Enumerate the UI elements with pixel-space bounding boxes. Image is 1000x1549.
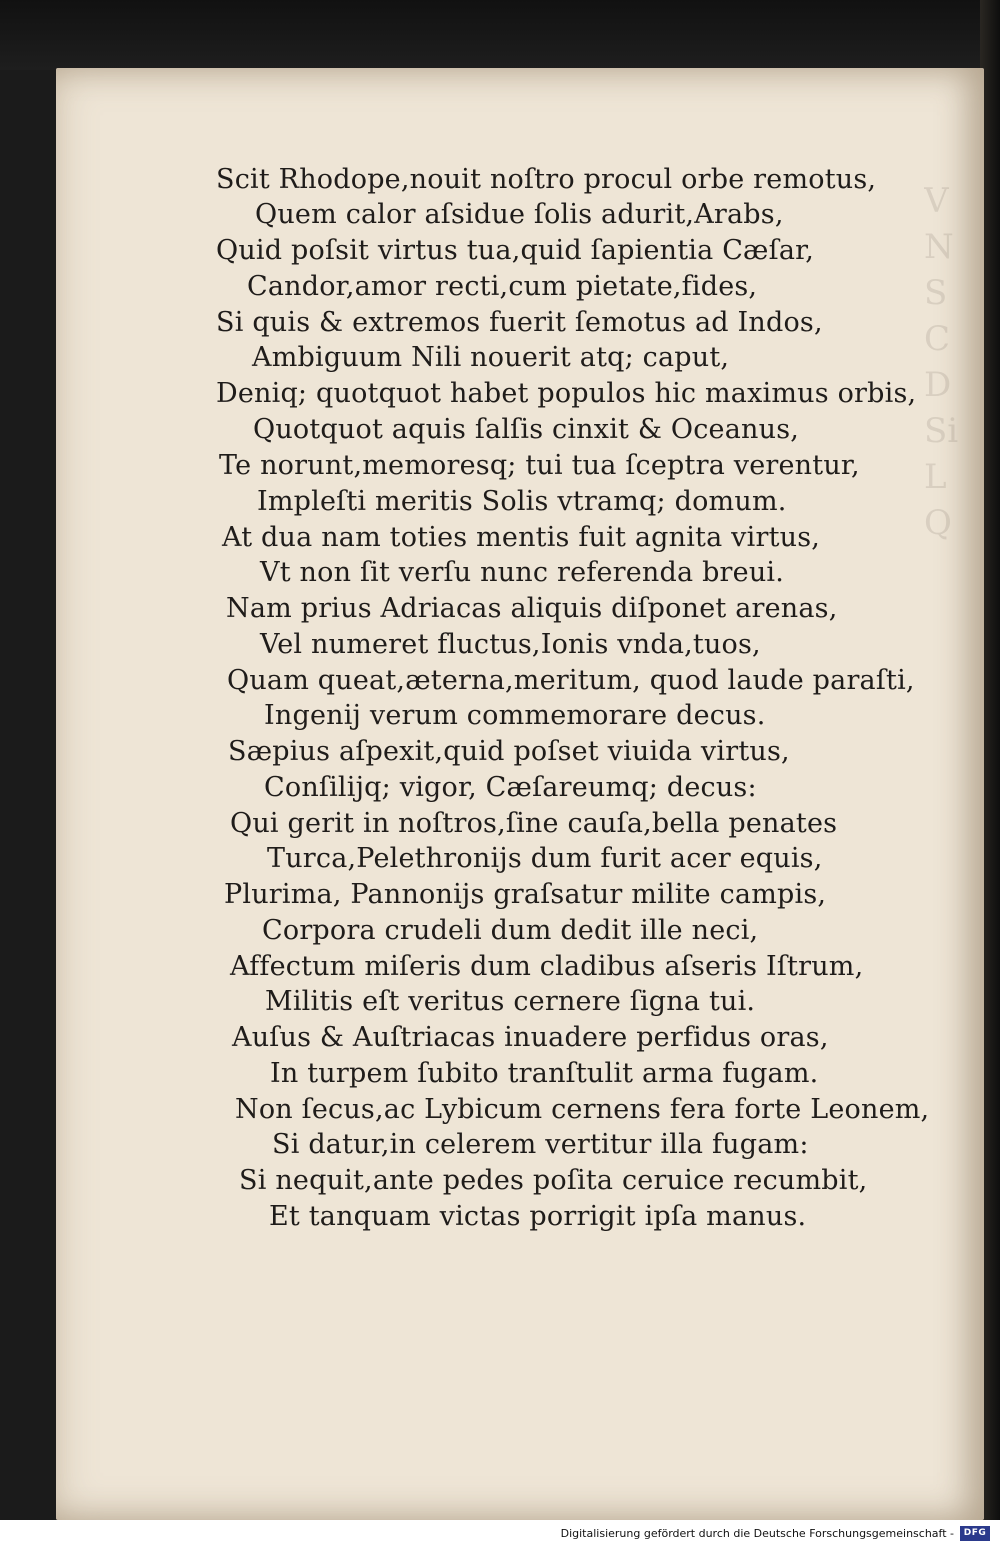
dfg-logo: DFG — [960, 1526, 990, 1541]
poem-line: Auſus & Auſtriacas inuadere perfidus oras, — [232, 1022, 829, 1053]
poem-line: Quem calor aſsidue ſolis adurit,Arabs, — [255, 199, 784, 230]
scan-background-top — [0, 0, 1000, 70]
poem-line: At dua nam toties mentis fuit agnita virtus, — [222, 522, 821, 553]
poem-line: Si quis & extremos fuerit ſemotus ad Indos, — [216, 307, 823, 338]
poem-text — [56, 68, 984, 1520]
poem-line: Corpora crudeli dum dedit ille neci, — [262, 915, 759, 946]
poem-line: Candor,amor recti,cum pietate,fides, — [247, 271, 758, 302]
poem-line: Non ſecus,ac Lybicum cernens fera forte Leonem, — [235, 1094, 930, 1125]
poem-line: Quid poſsit virtus tua,quid ſapientia Cæſar, — [216, 235, 815, 266]
poem-line: Ingenij verum commemorare decus. — [264, 700, 766, 731]
poem-line: Conſilijq; vigor, Cæſareumq; decus: — [264, 772, 757, 803]
show-through-text: V N S C D Si L Q — [924, 181, 959, 543]
poem-line: Te norunt,memoresq; tui tua ſceptra verentur, — [219, 450, 860, 481]
footer-bar — [0, 1520, 1000, 1549]
poem-line: Turca,Pelethronijs dum furit acer equis, — [267, 843, 823, 874]
poem-line: Si nequit,ante pedes poſita ceruice recumbit, — [239, 1165, 868, 1196]
poem-line: Impleſti meritis Solis vtramq; domum. — [257, 486, 787, 517]
poem-line: Militis eſt veritus cernere ſigna tui. — [265, 986, 756, 1017]
book-page — [56, 68, 984, 1520]
poem-line: Affectum miſeris dum cladibus aſseris Iſtrum, — [230, 951, 864, 982]
poem-line: In turpem ſubito tranſtulit arma fugam. — [270, 1058, 819, 1089]
poem-line: Qui gerit in noſtros,ſine cauſa,bella penates — [230, 808, 838, 839]
poem-line: Si datur,in celerem vertitur illa fugam: — [272, 1129, 809, 1160]
poem-line: Vel numeret fluctus,Ionis vnda,tuos, — [260, 629, 761, 660]
poem-line: Nam prius Adriacas aliquis diſponet arenas, — [226, 593, 838, 624]
poem-line: Quotquot aquis ſalſis cinxit & Oceanus, — [253, 414, 800, 445]
poem-line: Ambiguum Nili nouerit atq; caput, — [252, 342, 730, 373]
funding-note: Digitalisierung gefördert durch die Deutsche Forschungsgemeinschaft - — [560, 1527, 954, 1540]
poem-line: Sæpius aſpexit,quid poſset viuida virtus, — [228, 736, 790, 767]
poem-line: Et tanquam victas porrigit ipſa manus. — [269, 1201, 807, 1232]
poem-line: Vt non ſit verſu nunc referenda breui. — [260, 557, 785, 588]
poem-line: Scit Rhodope,nouit noſtro procul orbe remotus, — [216, 164, 877, 195]
poem-line: Plurima, Pannonijs graſsatur milite campis, — [224, 879, 827, 910]
poem-line: Deniq; quotquot habet populos hic maximus orbis, — [216, 378, 917, 409]
poem-line: Quam queat,æterna,meritum, quod laude paraſti, — [227, 665, 915, 696]
